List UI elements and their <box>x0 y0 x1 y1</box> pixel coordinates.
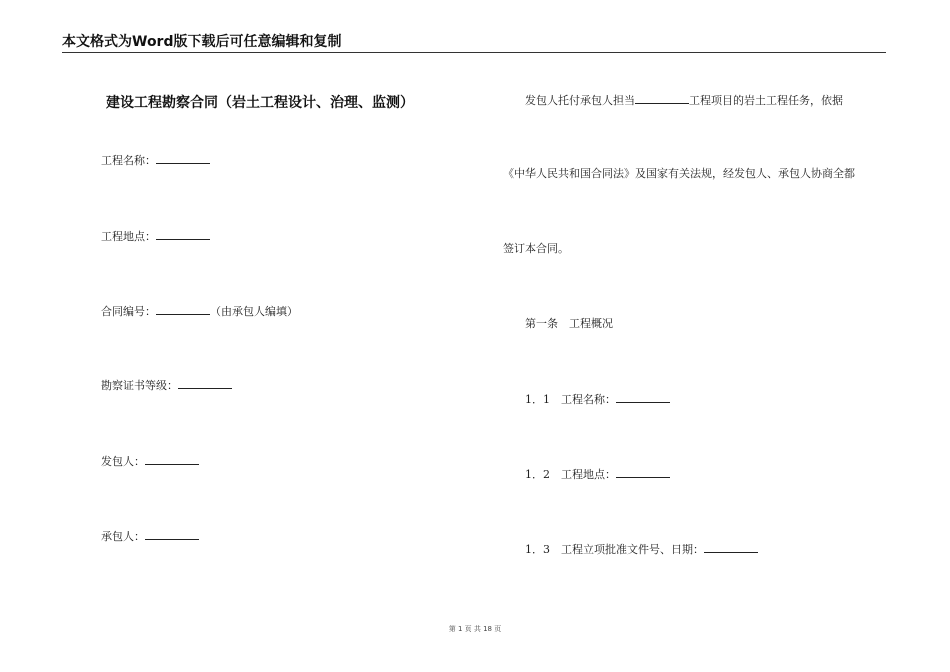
project-location-label: 工程地点： <box>101 230 156 243</box>
item-1-3-blank <box>704 542 758 553</box>
intro-line-2: 《中华人民共和国合同法》及国家有关法规，经发包人、承包人协商全都 <box>503 167 855 180</box>
intro-line-1 <box>525 93 843 108</box>
project-location-blank <box>156 229 210 240</box>
item-1-1 <box>525 392 670 407</box>
project-name-label: 工程名称： <box>101 154 156 167</box>
intro-line-3: 签订本合同。 <box>503 242 569 255</box>
article-1-title: 第一条 工程概况 <box>525 317 613 330</box>
item-1-1-label: 1．1 工程名称： <box>525 393 616 406</box>
employer-label: 发包人： <box>101 455 145 468</box>
contract-no-note: （由承包人编填） <box>210 305 298 318</box>
cert-grade-field <box>101 378 232 393</box>
intro-line1-a: 发包人托付承包人担当 <box>525 94 635 107</box>
item-1-2 <box>525 467 670 482</box>
item-1-1-blank <box>616 392 670 403</box>
contract-no-field <box>101 304 298 319</box>
intro-project-blank <box>635 93 689 104</box>
item-1-3 <box>525 542 758 557</box>
item-1-2-blank <box>616 467 670 478</box>
employer-field <box>101 454 199 469</box>
page-header <box>62 34 886 53</box>
project-location-field <box>101 229 210 244</box>
employer-blank <box>145 454 199 465</box>
item-1-3-label: 1．3 工程立项批准文件号、日期： <box>525 543 704 556</box>
intro-line1-b: 工程项目的岩土工程任务，依据 <box>689 94 843 107</box>
contractor-label: 承包人： <box>101 530 145 543</box>
page-footer: 第 1 页 共 18 页 <box>448 625 502 633</box>
header-title: 本文格式为Word版下载后可任意编辑和复制 <box>62 34 342 50</box>
cert-grade-label: 勘察证书等级： <box>101 379 178 392</box>
contractor-field <box>101 529 199 544</box>
contract-no-label: 合同编号： <box>101 305 156 318</box>
item-1-2-label: 1．2 工程地点： <box>525 468 616 481</box>
contractor-blank <box>145 529 199 540</box>
cert-grade-blank <box>178 378 232 389</box>
project-name-field <box>101 153 210 168</box>
contract-no-blank <box>156 304 210 315</box>
project-name-blank <box>156 153 210 164</box>
contract-title: 建设工程勘察合同（岩土工程设计、治理、监测） <box>106 95 414 111</box>
